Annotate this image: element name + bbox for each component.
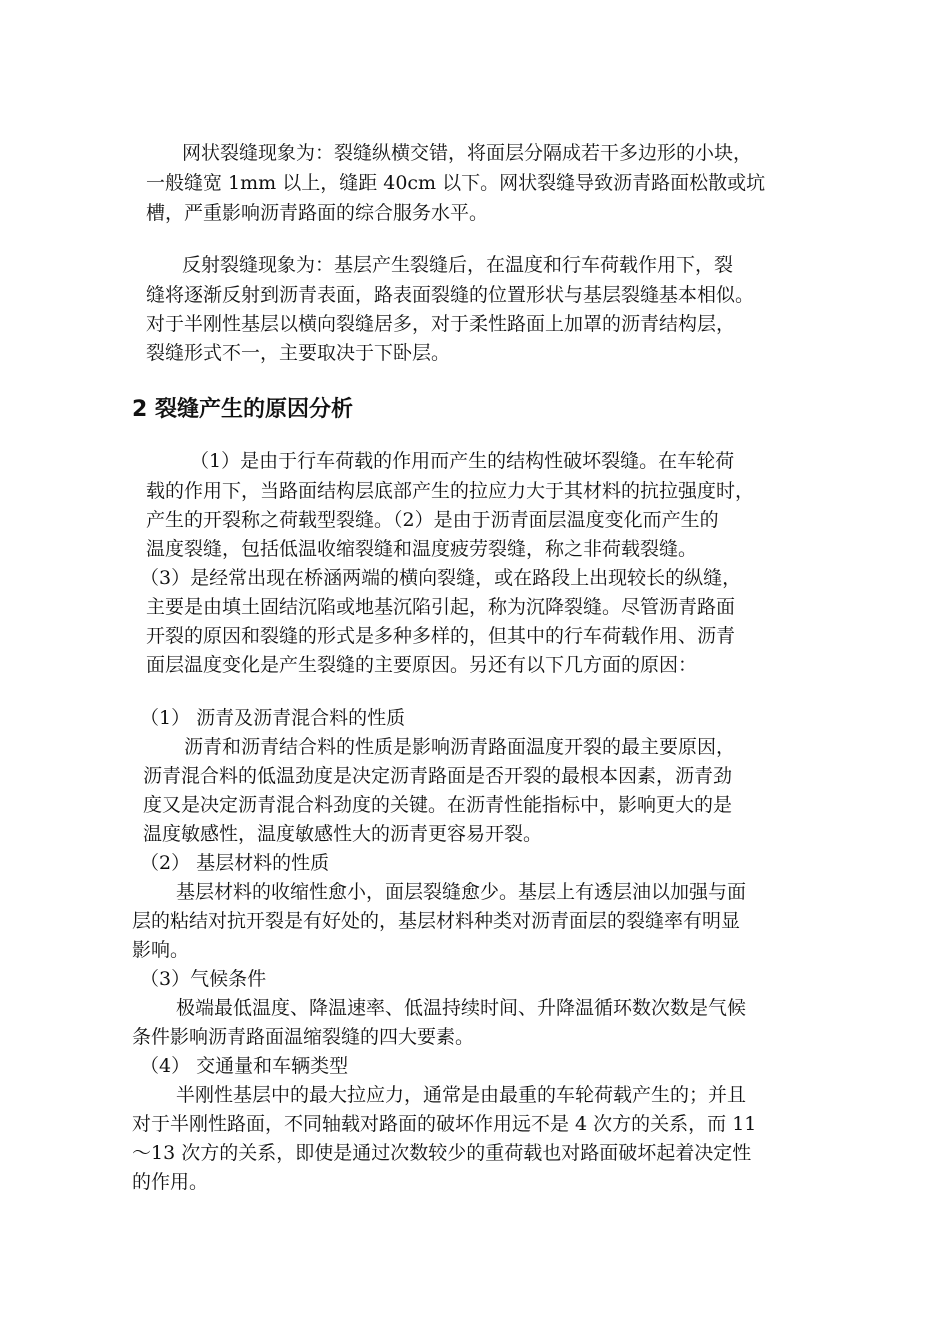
sub4-line: ～13 次方的关系，即使是通过次数较少的重荷载也对路面破坏起着决定性: [132, 1142, 752, 1164]
sub4-line: 的作用。: [132, 1171, 209, 1193]
para2-line: 缝将逐渐反射到沥青表面，路表面裂缝的位置形状与基层裂缝基本相似。: [146, 284, 755, 306]
section-heading: 2 裂缝产生的原因分析: [132, 397, 353, 422]
subsection-title: （1） 沥青及沥青混合料的性质: [140, 707, 406, 729]
sub1-line: 温度敏感性，温度敏感性大的沥青更容易开裂。: [143, 823, 543, 845]
para3-line: 温度裂缝，包括低温收缩裂缝和温度疲劳裂缝，称之非荷载裂缝。: [146, 538, 698, 560]
para3-line: 开裂的原因和裂缝的形式是多种多样的，但其中的行车荷载作用、沥青: [146, 625, 736, 647]
sub1-line: 沥青混合料的低温劲度是决定沥青路面是否开裂的最根本因素，沥青劲: [143, 765, 733, 787]
para3-line: 面层温度变化是产生裂缝的主要原因。另还有以下几方面的原因：: [146, 654, 698, 676]
para1-line: 槽，严重影响沥青路面的综合服务水平。: [146, 202, 489, 224]
subsection-title: （2） 基层材料的性质: [140, 852, 330, 874]
sub2-line: 层的粘结对抗开裂是有好处的，基层材料种类对沥青面层的裂缝率有明显: [132, 910, 741, 932]
para1-line: 网状裂缝现象为：裂缝纵横交错，将面层分隔成若干多边形的小块，: [182, 142, 753, 164]
para2-line: 裂缝形式不一，主要取决于下卧层。: [146, 342, 451, 364]
sub3-line: 极端最低温度、降温速率、低温持续时间、升降温循环数次数是气候: [176, 997, 747, 1019]
subsection-title: （4） 交通量和车辆类型: [140, 1055, 349, 1077]
para2-line: 对于半刚性基层以横向裂缝居多，对于柔性路面上加罩的沥青结构层，: [146, 313, 736, 335]
para3-line: （1）是由于行车荷载的作用而产生的结构性破坏裂缝。在车轮荷: [190, 450, 735, 472]
sub2-line: 影响。: [132, 939, 190, 961]
para2-line: 反射裂缝现象为：基层产生裂缝后，在温度和行车荷载作用下，裂: [182, 254, 734, 276]
para3-line: 主要是由填土固结沉陷或地基沉陷引起，称为沉降裂缝。尽管沥青路面: [146, 596, 736, 618]
sub1-line: 度又是决定沥青混合料劲度的关键。在沥青性能指标中，影响更大的是: [143, 794, 733, 816]
sub4-line: 半刚性基层中的最大拉应力，通常是由最重的车轮荷载产生的；并且: [176, 1084, 747, 1106]
para3-line: （3）是经常出现在桥涵两端的横向裂缝，或在路段上出现较长的纵缝，: [140, 567, 742, 589]
sub1-line: 沥青和沥青结合料的性质是影响沥青路面温度开裂的最主要原因，: [184, 736, 736, 758]
sub2-line: 基层材料的收缩性愈小，面层裂缝愈少。基层上有透层油以加强与面: [176, 881, 747, 903]
subsection-title: （3）气候条件: [140, 968, 267, 990]
sub4-line: 对于半刚性路面，不同轴载对路面的破坏作用远不是 4 次方的关系，而 11: [132, 1113, 757, 1135]
sub3-line: 条件影响沥青路面温缩裂缝的四大要素。: [132, 1026, 475, 1048]
para3-line: 产生的开裂称之荷载型裂缝。（2）是由于沥青面层温度变化而产生的: [146, 509, 719, 531]
para1-line: 一般缝宽 1mm 以上，缝距 40cm 以下。网状裂缝导致沥青路面松散或坑: [146, 172, 766, 194]
para3-line: 载的作用下，当路面结构层底部产生的拉应力大于其材料的抗拉强度时，: [146, 480, 755, 502]
